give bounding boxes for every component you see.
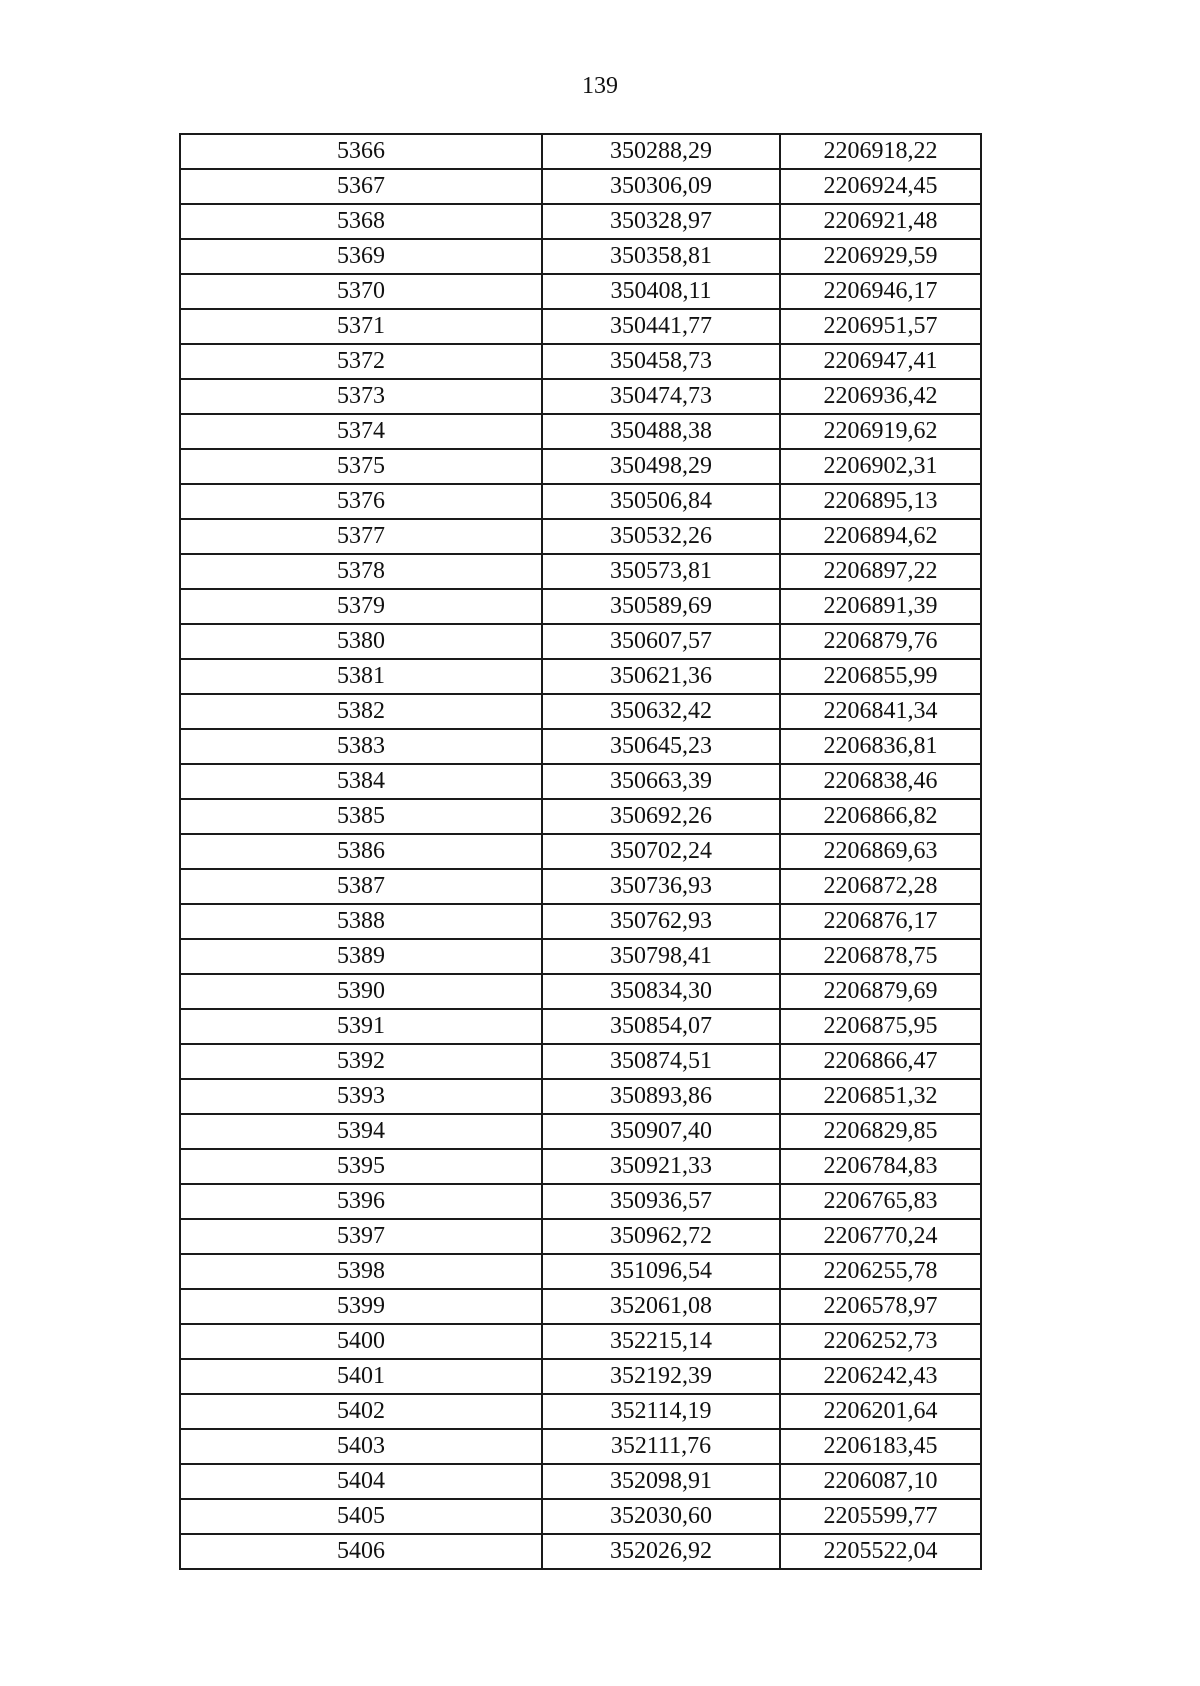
point-number-cell: 5398: [180, 1254, 542, 1289]
x-coordinate-cell: 350893,86: [542, 1079, 780, 1114]
table-row: [180, 379, 981, 414]
x-coordinate-cell: 350632,42: [542, 694, 780, 729]
x-coordinate-cell: 350692,26: [542, 799, 780, 834]
point-number-cell: 5366: [180, 134, 542, 169]
x-coordinate-cell: 350736,93: [542, 869, 780, 904]
table-row: [180, 1149, 981, 1184]
y-coordinate-cell: 2206894,62: [780, 519, 981, 554]
point-number-cell: 5395: [180, 1149, 542, 1184]
point-number-cell: 5389: [180, 939, 542, 974]
table-row: [180, 1079, 981, 1114]
table-row: [180, 1114, 981, 1149]
x-coordinate-cell: 350621,36: [542, 659, 780, 694]
table-row: [180, 414, 981, 449]
table-row: [180, 1009, 981, 1044]
table-row: [180, 1044, 981, 1079]
table-row: [180, 519, 981, 554]
y-coordinate-cell: 2206578,97: [780, 1289, 981, 1324]
x-coordinate-cell: 350663,39: [542, 764, 780, 799]
y-coordinate-cell: 2206829,85: [780, 1114, 981, 1149]
table-row: [180, 659, 981, 694]
point-number-cell: 5380: [180, 624, 542, 659]
point-number-cell: 5404: [180, 1464, 542, 1499]
point-number-cell: 5397: [180, 1219, 542, 1254]
table-row: [180, 939, 981, 974]
y-coordinate-cell: 2206936,42: [780, 379, 981, 414]
y-coordinate-cell: 2206866,47: [780, 1044, 981, 1079]
table-row: [180, 1254, 981, 1289]
table-row: [180, 589, 981, 624]
y-coordinate-cell: 2206951,57: [780, 309, 981, 344]
table-row: [180, 134, 981, 169]
table-body: [180, 134, 981, 1569]
x-coordinate-cell: 350645,23: [542, 729, 780, 764]
table-row: [180, 764, 981, 799]
table-row: [180, 799, 981, 834]
point-number-cell: 5386: [180, 834, 542, 869]
y-coordinate-cell: 2206851,32: [780, 1079, 981, 1114]
x-coordinate-cell: 350907,40: [542, 1114, 780, 1149]
x-coordinate-cell: 350921,33: [542, 1149, 780, 1184]
point-number-cell: 5391: [180, 1009, 542, 1044]
table-row: [180, 834, 981, 869]
x-coordinate-cell: 352026,92: [542, 1534, 780, 1569]
point-number-cell: 5373: [180, 379, 542, 414]
x-coordinate-cell: 350488,38: [542, 414, 780, 449]
y-coordinate-cell: 2206918,22: [780, 134, 981, 169]
y-coordinate-cell: 2206841,34: [780, 694, 981, 729]
table-row: [180, 869, 981, 904]
point-number-cell: 5394: [180, 1114, 542, 1149]
point-number-cell: 5374: [180, 414, 542, 449]
table-row: [180, 484, 981, 519]
y-coordinate-cell: 2206891,39: [780, 589, 981, 624]
table-row: [180, 729, 981, 764]
y-coordinate-cell: 2206242,43: [780, 1359, 981, 1394]
x-coordinate-cell: 350607,57: [542, 624, 780, 659]
point-number-cell: 5372: [180, 344, 542, 379]
y-coordinate-cell: 2206252,73: [780, 1324, 981, 1359]
table-row: [180, 274, 981, 309]
point-number-cell: 5385: [180, 799, 542, 834]
x-coordinate-cell: 352114,19: [542, 1394, 780, 1429]
y-coordinate-cell: 2206946,17: [780, 274, 981, 309]
table-row: [180, 1429, 981, 1464]
table-row: [180, 1499, 981, 1534]
point-number-cell: 5370: [180, 274, 542, 309]
y-coordinate-cell: 2206921,48: [780, 204, 981, 239]
x-coordinate-cell: 350498,29: [542, 449, 780, 484]
x-coordinate-cell: 350328,97: [542, 204, 780, 239]
y-coordinate-cell: 2206765,83: [780, 1184, 981, 1219]
table-row: [180, 1464, 981, 1499]
point-number-cell: 5368: [180, 204, 542, 239]
x-coordinate-cell: 350589,69: [542, 589, 780, 624]
point-number-cell: 5403: [180, 1429, 542, 1464]
table-row: [180, 1184, 981, 1219]
point-number-cell: 5375: [180, 449, 542, 484]
x-coordinate-cell: 352098,91: [542, 1464, 780, 1499]
point-number-cell: 5376: [180, 484, 542, 519]
table-row: [180, 449, 981, 484]
x-coordinate-cell: 350408,11: [542, 274, 780, 309]
point-number-cell: 5369: [180, 239, 542, 274]
y-coordinate-cell: 2206183,45: [780, 1429, 981, 1464]
point-number-cell: 5367: [180, 169, 542, 204]
point-number-cell: 5402: [180, 1394, 542, 1429]
point-number-cell: 5400: [180, 1324, 542, 1359]
x-coordinate-cell: 350306,09: [542, 169, 780, 204]
table-row: [180, 1359, 981, 1394]
x-coordinate-cell: 350532,26: [542, 519, 780, 554]
x-coordinate-cell: 350573,81: [542, 554, 780, 589]
table-row: [180, 344, 981, 379]
table-row: [180, 554, 981, 589]
table-row: [180, 1534, 981, 1569]
x-coordinate-cell: 350798,41: [542, 939, 780, 974]
y-coordinate-cell: 2206855,99: [780, 659, 981, 694]
y-coordinate-cell: 2206872,28: [780, 869, 981, 904]
point-number-cell: 5387: [180, 869, 542, 904]
point-number-cell: 5379: [180, 589, 542, 624]
table-row: [180, 974, 981, 1009]
point-number-cell: 5382: [180, 694, 542, 729]
table-row: [180, 1289, 981, 1324]
point-number-cell: 5383: [180, 729, 542, 764]
table-row: [180, 904, 981, 939]
x-coordinate-cell: 350358,81: [542, 239, 780, 274]
x-coordinate-cell: 350854,07: [542, 1009, 780, 1044]
y-coordinate-cell: 2206902,31: [780, 449, 981, 484]
point-number-cell: 5377: [180, 519, 542, 554]
x-coordinate-cell: 350474,73: [542, 379, 780, 414]
table-row: [180, 624, 981, 659]
x-coordinate-cell: 350834,30: [542, 974, 780, 1009]
y-coordinate-cell: 2206836,81: [780, 729, 981, 764]
y-coordinate-cell: 2206255,78: [780, 1254, 981, 1289]
y-coordinate-cell: 2206879,69: [780, 974, 981, 1009]
coordinates-table: [179, 133, 982, 1570]
table-row: [180, 239, 981, 274]
table-row: [180, 1394, 981, 1429]
y-coordinate-cell: 2206087,10: [780, 1464, 981, 1499]
x-coordinate-cell: 350458,73: [542, 344, 780, 379]
point-number-cell: 5406: [180, 1534, 542, 1569]
y-coordinate-cell: 2206878,75: [780, 939, 981, 974]
x-coordinate-cell: 350962,72: [542, 1219, 780, 1254]
x-coordinate-cell: 350702,24: [542, 834, 780, 869]
y-coordinate-cell: 2206895,13: [780, 484, 981, 519]
table-row: [180, 309, 981, 344]
y-coordinate-cell: 2206869,63: [780, 834, 981, 869]
x-coordinate-cell: 350506,84: [542, 484, 780, 519]
table-row: [180, 1219, 981, 1254]
point-number-cell: 5371: [180, 309, 542, 344]
x-coordinate-cell: 350441,77: [542, 309, 780, 344]
point-number-cell: 5405: [180, 1499, 542, 1534]
x-coordinate-cell: 352111,76: [542, 1429, 780, 1464]
point-number-cell: 5388: [180, 904, 542, 939]
y-coordinate-cell: 2206924,45: [780, 169, 981, 204]
x-coordinate-cell: 350762,93: [542, 904, 780, 939]
y-coordinate-cell: 2206876,17: [780, 904, 981, 939]
x-coordinate-cell: 350288,29: [542, 134, 780, 169]
y-coordinate-cell: 2206879,76: [780, 624, 981, 659]
table-row: [180, 1324, 981, 1359]
x-coordinate-cell: 350936,57: [542, 1184, 780, 1219]
page-number: 139: [582, 73, 618, 99]
point-number-cell: 5378: [180, 554, 542, 589]
point-number-cell: 5396: [180, 1184, 542, 1219]
x-coordinate-cell: 352192,39: [542, 1359, 780, 1394]
x-coordinate-cell: 350874,51: [542, 1044, 780, 1079]
y-coordinate-cell: 2206929,59: [780, 239, 981, 274]
table-row: [180, 694, 981, 729]
point-number-cell: 5384: [180, 764, 542, 799]
point-number-cell: 5401: [180, 1359, 542, 1394]
table-row: [180, 204, 981, 239]
x-coordinate-cell: 352215,14: [542, 1324, 780, 1359]
point-number-cell: 5390: [180, 974, 542, 1009]
x-coordinate-cell: 352030,60: [542, 1499, 780, 1534]
point-number-cell: 5393: [180, 1079, 542, 1114]
y-coordinate-cell: 2206897,22: [780, 554, 981, 589]
y-coordinate-cell: 2206875,95: [780, 1009, 981, 1044]
y-coordinate-cell: 2206919,62: [780, 414, 981, 449]
y-coordinate-cell: 2206866,82: [780, 799, 981, 834]
point-number-cell: 5392: [180, 1044, 542, 1079]
y-coordinate-cell: 2205599,77: [780, 1499, 981, 1534]
y-coordinate-cell: 2206784,83: [780, 1149, 981, 1184]
y-coordinate-cell: 2205522,04: [780, 1534, 981, 1569]
y-coordinate-cell: 2206947,41: [780, 344, 981, 379]
table-row: [180, 169, 981, 204]
y-coordinate-cell: 2206770,24: [780, 1219, 981, 1254]
x-coordinate-cell: 351096,54: [542, 1254, 780, 1289]
y-coordinate-cell: 2206201,64: [780, 1394, 981, 1429]
point-number-cell: 5381: [180, 659, 542, 694]
point-number-cell: 5399: [180, 1289, 542, 1324]
x-coordinate-cell: 352061,08: [542, 1289, 780, 1324]
y-coordinate-cell: 2206838,46: [780, 764, 981, 799]
